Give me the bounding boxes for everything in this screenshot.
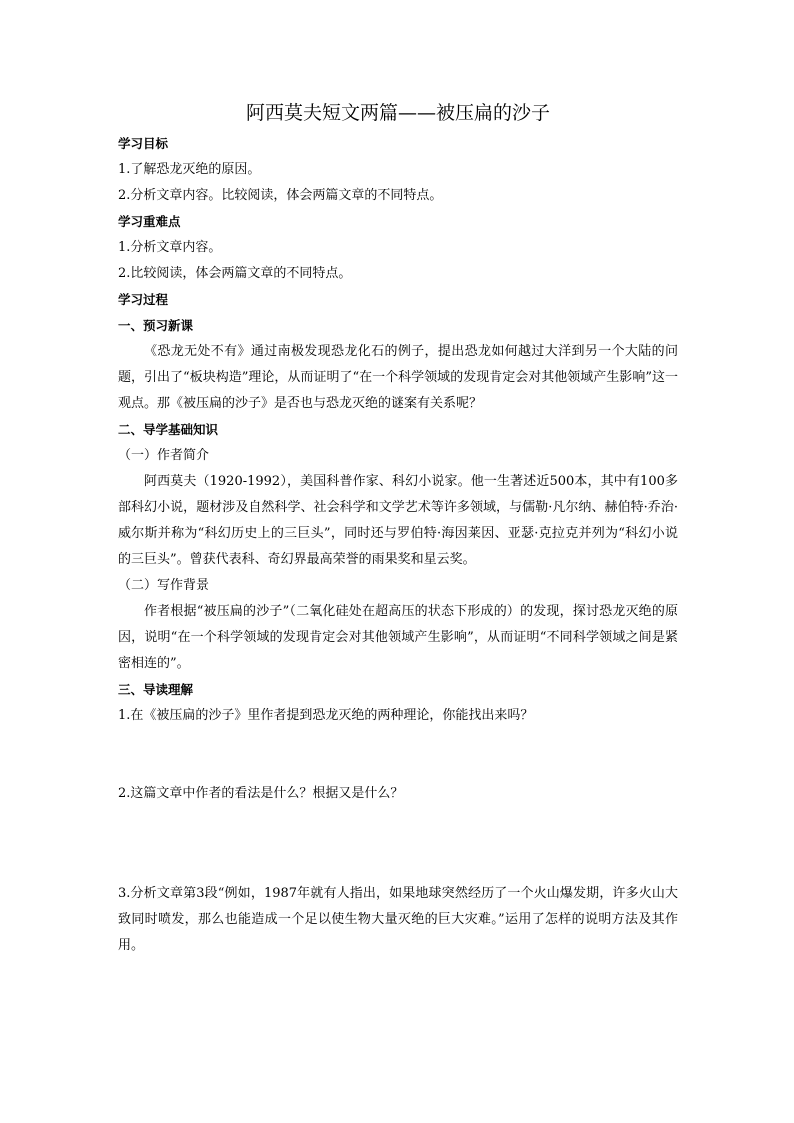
preview-paragraph: 《恐龙无处不有》通过南极发现恐龙化石的例子，提出恐龙如何越过大洋到另一个大陆的问题，引出了“板块构造”理论，从而证明了“在一个科学领域的发现肯定会对其他领域产生影响”这一观点。那《被压扁的沙子》是否也与恐龙灭绝的谜案有关系呢？	[118, 344, 678, 411]
question-3: 3.分析文章第3段“例如，1987年就有人指出，如果地球突然经历了一个火山爆发期，许多火山大致同时喷发，那么也能造成一个足以使生物大量灭绝的巨大灾难。”运用了怎样的说明方法及其作用。	[118, 886, 678, 953]
question-2: 2.这篇文章中作者的看法是什么？根据又是什么？	[118, 786, 404, 801]
basics-heading: 二、导学基础知识	[118, 422, 219, 437]
answer-space-1	[118, 729, 678, 781]
reading-heading: 三、导读理解	[118, 682, 194, 697]
key-points-heading: 学习重难点	[118, 214, 181, 229]
preview-heading: 一、预习新课	[118, 318, 194, 333]
background-heading: （二）写作背景	[118, 578, 210, 593]
document-title: 阿西莫夫短文两篇——被压扁的沙子	[245, 102, 550, 124]
background-paragraph: 作者根据“被压扁的沙子”（二氧化硅处在超高压的状态下形成的）的发现，探讨恐龙灭绝的原因，说明“在一个科学领域的发现肯定会对其他领域产生影响”，从而证明“不同科学领域之间是紧密相连的”。	[118, 604, 678, 671]
author-paragraph: 阿西莫夫（1920-1992），美国科普作家、科幻小说家。他一生著述近500本，其中有100多部科幻小说，题材涉及自然科学、社会科学和文学艺术等许多领域，与儒勒·凡尔纳、赫伯特·乔治·威尔斯并称为“科幻历史上的三巨头”，同时还与罗伯特·海因莱因、亚瑟·克拉克并列为“科幻小说的三巨头”。曾获代表科、奇幻界最高荣誉的雨果奖和星云奖。	[118, 474, 678, 567]
author-heading: （一）作者简介	[118, 448, 210, 463]
goal-item-2: 2.分析文章内容。比较阅读，体会两篇文章的不同特点。	[118, 188, 443, 203]
question-1: 1.在《被压扁的沙子》里作者提到恐龙灭绝的两种理论，你能找出来吗？	[118, 708, 534, 723]
goals-heading: 学习目标	[118, 136, 169, 151]
goal-item-1: 1.了解恐龙灭绝的原因。	[118, 162, 261, 177]
key-point-item-2: 2.比较阅读，体会两篇文章的不同特点。	[118, 266, 352, 281]
process-heading: 学习过程	[118, 292, 169, 307]
answer-space-2	[118, 807, 678, 881]
key-point-item-1: 1.分析文章内容。	[118, 240, 222, 255]
document-page	[118, 98, 678, 959]
